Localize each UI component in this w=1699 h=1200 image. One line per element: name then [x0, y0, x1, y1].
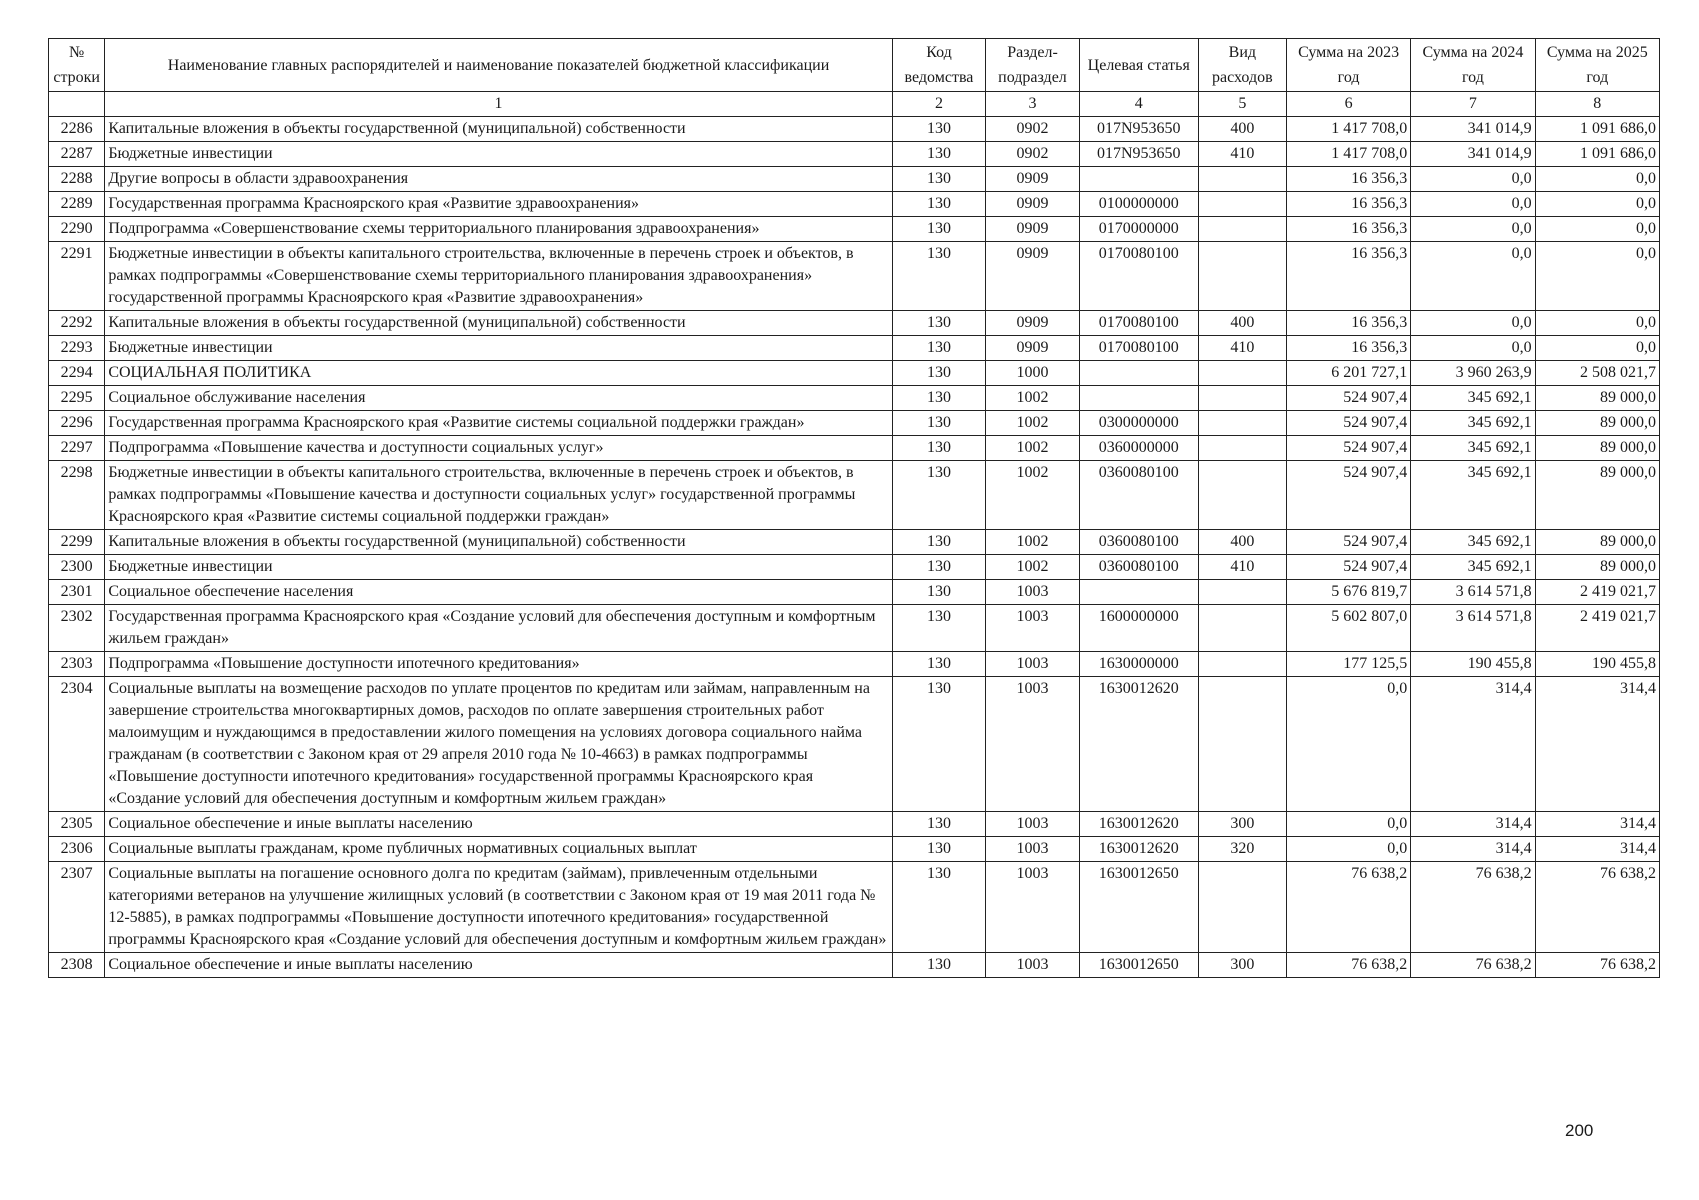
sum-2025-cell: 89 000,0 — [1535, 436, 1659, 461]
name-cell: Капитальные вложения в объекты государственной (муниципальной) собственности — [105, 530, 892, 555]
table-row — [49, 167, 1660, 192]
table-row — [49, 436, 1660, 461]
target-cell — [1079, 361, 1198, 386]
sum-2023-cell: 524 907,4 — [1286, 461, 1410, 530]
sum-2023-cell: 0,0 — [1286, 837, 1410, 862]
target-cell: 0360080100 — [1079, 530, 1198, 555]
row-number-cell: 2300 — [49, 555, 105, 580]
sum-2025-cell: 2 419 021,7 — [1535, 605, 1659, 652]
column-number: 7 — [1411, 92, 1535, 117]
expense-type-cell — [1198, 862, 1286, 953]
budget-page — [48, 38, 1660, 978]
table-row — [49, 862, 1660, 953]
header-sum-2025: Сумма на 2025 год — [1535, 39, 1659, 92]
budget-table — [48, 38, 1660, 978]
table-body — [49, 117, 1660, 978]
sum-2025-cell: 314,4 — [1535, 837, 1659, 862]
row-number-cell: 2290 — [49, 217, 105, 242]
dept-code-cell: 130 — [892, 361, 986, 386]
table-row — [49, 117, 1660, 142]
sum-2024-cell: 314,4 — [1411, 677, 1535, 812]
sum-2023-cell: 524 907,4 — [1286, 386, 1410, 411]
section-cell: 1003 — [986, 837, 1080, 862]
target-cell: 0170080100 — [1079, 311, 1198, 336]
section-cell: 0902 — [986, 117, 1080, 142]
dept-code-cell: 130 — [892, 677, 986, 812]
section-cell: 1003 — [986, 652, 1080, 677]
name-cell: Социальные выплаты на возмещение расходов по уплате процентов по кредитам или займам, направленным на завершение строительства многоквартирных домов, расходов по оплате завершения строительных работ малоимущим и нуждающимся в предоставлении жилого помещения на условиях договора социального найма гражданам (в соответствии с Законом края от 29 апреля 2010 года № 10-4663) в рамках подпрограммы «Повышение доступности ипотечного кредитования» государственной программы Красноярского края «Создание условий для обеспечения доступным и комфортным жильем граждан» — [105, 677, 892, 812]
row-number-cell: 2296 — [49, 411, 105, 436]
target-cell: 1630012620 — [1079, 677, 1198, 812]
expense-type-cell — [1198, 461, 1286, 530]
target-cell: 1630000000 — [1079, 652, 1198, 677]
sum-2024-cell: 314,4 — [1411, 837, 1535, 862]
target-cell: 0170000000 — [1079, 217, 1198, 242]
sum-2023-cell: 76 638,2 — [1286, 862, 1410, 953]
sum-2023-cell: 16 356,3 — [1286, 192, 1410, 217]
expense-type-cell: 320 — [1198, 837, 1286, 862]
target-cell: 0170080100 — [1079, 242, 1198, 311]
row-number-cell: 2308 — [49, 953, 105, 978]
section-cell: 1002 — [986, 461, 1080, 530]
name-cell: Государственная программа Красноярского края «Развитие системы социальной поддержки граждан» — [105, 411, 892, 436]
dept-code-cell: 130 — [892, 411, 986, 436]
section-cell: 1003 — [986, 862, 1080, 953]
name-cell: Государственная программа Красноярского края «Развитие здравоохранения» — [105, 192, 892, 217]
sum-2023-cell: 0,0 — [1286, 812, 1410, 837]
name-cell: Подпрограмма «Повышение доступности ипотечного кредитования» — [105, 652, 892, 677]
expense-type-cell — [1198, 677, 1286, 812]
dept-code-cell: 130 — [892, 142, 986, 167]
target-cell — [1079, 580, 1198, 605]
sum-2024-cell: 0,0 — [1411, 192, 1535, 217]
sum-2024-cell: 0,0 — [1411, 242, 1535, 311]
name-cell: Бюджетные инвестиции — [105, 336, 892, 361]
sum-2024-cell: 345 692,1 — [1411, 436, 1535, 461]
sum-2025-cell: 76 638,2 — [1535, 953, 1659, 978]
sum-2025-cell: 314,4 — [1535, 812, 1659, 837]
target-cell: 1630012650 — [1079, 953, 1198, 978]
sum-2025-cell: 89 000,0 — [1535, 411, 1659, 436]
dept-code-cell: 130 — [892, 862, 986, 953]
table-row — [49, 605, 1660, 652]
sum-2025-cell: 89 000,0 — [1535, 386, 1659, 411]
dept-code-cell: 130 — [892, 436, 986, 461]
expense-type-cell: 400 — [1198, 311, 1286, 336]
expense-type-cell: 300 — [1198, 953, 1286, 978]
sum-2024-cell: 345 692,1 — [1411, 555, 1535, 580]
table-row — [49, 311, 1660, 336]
section-cell: 0902 — [986, 142, 1080, 167]
row-number-cell: 2289 — [49, 192, 105, 217]
section-cell: 1003 — [986, 812, 1080, 837]
sum-2025-cell: 0,0 — [1535, 167, 1659, 192]
target-cell: 0360080100 — [1079, 555, 1198, 580]
sum-2023-cell: 0,0 — [1286, 677, 1410, 812]
dept-code-cell: 130 — [892, 117, 986, 142]
target-cell: 017N953650 — [1079, 117, 1198, 142]
header-dept-code: Код ведомства — [892, 39, 986, 92]
table-row — [49, 953, 1660, 978]
section-cell: 1003 — [986, 580, 1080, 605]
sum-2025-cell: 0,0 — [1535, 192, 1659, 217]
table-header-row — [49, 39, 1660, 92]
table-row — [49, 555, 1660, 580]
sum-2023-cell: 6 201 727,1 — [1286, 361, 1410, 386]
row-number-cell: 2302 — [49, 605, 105, 652]
header-section: Раздел-подраздел — [986, 39, 1080, 92]
table-row — [49, 142, 1660, 167]
dept-code-cell: 130 — [892, 652, 986, 677]
sum-2024-cell: 190 455,8 — [1411, 652, 1535, 677]
section-cell: 1002 — [986, 555, 1080, 580]
row-number-cell: 2292 — [49, 311, 105, 336]
sum-2025-cell: 0,0 — [1535, 336, 1659, 361]
table-row — [49, 336, 1660, 361]
expense-type-cell — [1198, 386, 1286, 411]
section-cell: 0909 — [986, 167, 1080, 192]
row-number-cell: 2306 — [49, 837, 105, 862]
sum-2025-cell: 1 091 686,0 — [1535, 117, 1659, 142]
dept-code-cell: 130 — [892, 242, 986, 311]
sum-2023-cell: 76 638,2 — [1286, 953, 1410, 978]
table-row — [49, 461, 1660, 530]
dept-code-cell: 130 — [892, 217, 986, 242]
expense-type-cell — [1198, 217, 1286, 242]
section-cell: 1003 — [986, 605, 1080, 652]
dept-code-cell: 130 — [892, 837, 986, 862]
table-row — [49, 837, 1660, 862]
name-cell: Социальное обслуживание населения — [105, 386, 892, 411]
section-cell: 1003 — [986, 953, 1080, 978]
sum-2025-cell: 0,0 — [1535, 311, 1659, 336]
page-number: 200 — [1565, 1121, 1594, 1140]
header-sum-2023: Сумма на 2023 год — [1286, 39, 1410, 92]
header-name: Наименование главных распорядителей и наименование показателей бюджетной классификации — [105, 39, 892, 92]
section-cell: 1000 — [986, 361, 1080, 386]
column-number: 4 — [1079, 92, 1198, 117]
sum-2025-cell: 314,4 — [1535, 677, 1659, 812]
sum-2024-cell: 0,0 — [1411, 217, 1535, 242]
sum-2024-cell: 341 014,9 — [1411, 117, 1535, 142]
dept-code-cell: 130 — [892, 336, 986, 361]
sum-2023-cell: 16 356,3 — [1286, 217, 1410, 242]
expense-type-cell — [1198, 361, 1286, 386]
table-row — [49, 677, 1660, 812]
sum-2023-cell: 524 907,4 — [1286, 411, 1410, 436]
target-cell: 1600000000 — [1079, 605, 1198, 652]
dept-code-cell: 130 — [892, 386, 986, 411]
section-cell: 0909 — [986, 242, 1080, 311]
row-number-cell: 2287 — [49, 142, 105, 167]
sum-2024-cell: 0,0 — [1411, 167, 1535, 192]
dept-code-cell: 130 — [892, 812, 986, 837]
sum-2023-cell: 524 907,4 — [1286, 555, 1410, 580]
expense-type-cell — [1198, 605, 1286, 652]
sum-2023-cell: 16 356,3 — [1286, 336, 1410, 361]
expense-type-cell — [1198, 167, 1286, 192]
target-cell: 0170080100 — [1079, 336, 1198, 361]
row-number-cell: 2304 — [49, 677, 105, 812]
name-cell: Подпрограмма «Повышение качества и доступности социальных услуг» — [105, 436, 892, 461]
column-number: 1 — [105, 92, 892, 117]
name-cell: Государственная программа Красноярского края «Создание условий для обеспечения доступным и комфортным жильем граждан» — [105, 605, 892, 652]
name-cell: Капитальные вложения в объекты государственной (муниципальной) собственности — [105, 117, 892, 142]
header-target: Целевая статья — [1079, 39, 1198, 92]
sum-2024-cell: 345 692,1 — [1411, 461, 1535, 530]
sum-2023-cell: 5 676 819,7 — [1286, 580, 1410, 605]
table-row — [49, 652, 1660, 677]
table-row — [49, 530, 1660, 555]
column-number: 5 — [1198, 92, 1286, 117]
section-cell: 1002 — [986, 436, 1080, 461]
row-number-cell: 2288 — [49, 167, 105, 192]
header-row-number: № строки — [49, 39, 105, 92]
target-cell: 1630012650 — [1079, 862, 1198, 953]
sum-2024-cell: 341 014,9 — [1411, 142, 1535, 167]
table-row — [49, 580, 1660, 605]
column-number: 8 — [1535, 92, 1659, 117]
table-row — [49, 192, 1660, 217]
name-cell: СОЦИАЛЬНАЯ ПОЛИТИКА — [105, 361, 892, 386]
sum-2023-cell: 16 356,3 — [1286, 311, 1410, 336]
table-row — [49, 361, 1660, 386]
row-number-cell: 2286 — [49, 117, 105, 142]
target-cell: 0360080100 — [1079, 461, 1198, 530]
name-cell: Бюджетные инвестиции в объекты капитального строительства, включенные в перечень строек и объектов, в рамках подпрограммы «Повышение качества и доступности социальных услуг» государственной программы Красноярского края «Развитие системы социальной поддержки граждан» — [105, 461, 892, 530]
sum-2024-cell: 3 960 263,9 — [1411, 361, 1535, 386]
name-cell: Социальные выплаты на погашение основного долга по кредитам (займам), привлеченным отдельными категориями ветеранов на улучшение жилищных условий (в соответствии с Законом края от 19 мая 2011 года № 12-5885), в рамках подпрограммы «Повышение доступности ипотечного кредитования» государственной программы Красноярского края «Создание условий для обеспечения доступным и комфортным жильем граждан» — [105, 862, 892, 953]
sum-2024-cell: 345 692,1 — [1411, 530, 1535, 555]
name-cell: Социальные выплаты гражданам, кроме публичных нормативных социальных выплат — [105, 837, 892, 862]
column-numbers-row — [49, 92, 1660, 117]
expense-type-cell — [1198, 192, 1286, 217]
expense-type-cell — [1198, 411, 1286, 436]
name-cell: Социальное обеспечение и иные выплаты населению — [105, 953, 892, 978]
expense-type-cell — [1198, 652, 1286, 677]
name-cell: Социальное обеспечение населения — [105, 580, 892, 605]
sum-2025-cell: 89 000,0 — [1535, 530, 1659, 555]
sum-2025-cell: 0,0 — [1535, 217, 1659, 242]
section-cell: 0909 — [986, 192, 1080, 217]
sum-2025-cell: 0,0 — [1535, 242, 1659, 311]
expense-type-cell: 410 — [1198, 142, 1286, 167]
table-row — [49, 386, 1660, 411]
target-cell: 017N953650 — [1079, 142, 1198, 167]
expense-type-cell: 400 — [1198, 530, 1286, 555]
sum-2024-cell: 345 692,1 — [1411, 411, 1535, 436]
target-cell: 0360000000 — [1079, 436, 1198, 461]
target-cell — [1079, 386, 1198, 411]
row-number-cell: 2307 — [49, 862, 105, 953]
sum-2023-cell: 1 417 708,0 — [1286, 117, 1410, 142]
name-cell: Капитальные вложения в объекты государственной (муниципальной) собственности — [105, 311, 892, 336]
name-cell: Социальное обеспечение и иные выплаты населению — [105, 812, 892, 837]
sum-2024-cell: 314,4 — [1411, 812, 1535, 837]
sum-2023-cell: 524 907,4 — [1286, 436, 1410, 461]
sum-2023-cell: 16 356,3 — [1286, 242, 1410, 311]
row-number-cell: 2305 — [49, 812, 105, 837]
sum-2025-cell: 76 638,2 — [1535, 862, 1659, 953]
table-row — [49, 812, 1660, 837]
row-number-cell: 2293 — [49, 336, 105, 361]
sum-2024-cell: 76 638,2 — [1411, 862, 1535, 953]
section-cell: 0909 — [986, 336, 1080, 361]
table-row — [49, 242, 1660, 311]
sum-2023-cell: 5 602 807,0 — [1286, 605, 1410, 652]
sum-2025-cell: 2 508 021,7 — [1535, 361, 1659, 386]
dept-code-cell: 130 — [892, 555, 986, 580]
table-row — [49, 411, 1660, 436]
dept-code-cell: 130 — [892, 580, 986, 605]
section-cell: 0909 — [986, 217, 1080, 242]
expense-type-cell: 300 — [1198, 812, 1286, 837]
expense-type-cell — [1198, 580, 1286, 605]
name-cell: Бюджетные инвестиции — [105, 555, 892, 580]
section-cell: 1002 — [986, 530, 1080, 555]
column-number: 3 — [986, 92, 1080, 117]
header-expense-type: Вид расходов — [1198, 39, 1286, 92]
target-cell: 0100000000 — [1079, 192, 1198, 217]
sum-2024-cell: 3 614 571,8 — [1411, 580, 1535, 605]
section-cell: 1003 — [986, 677, 1080, 812]
expense-type-cell — [1198, 436, 1286, 461]
row-number-cell: 2299 — [49, 530, 105, 555]
dept-code-cell: 130 — [892, 953, 986, 978]
table-row — [49, 217, 1660, 242]
name-cell: Другие вопросы в области здравоохранения — [105, 167, 892, 192]
row-number-cell: 2294 — [49, 361, 105, 386]
target-cell: 0300000000 — [1079, 411, 1198, 436]
section-cell: 1002 — [986, 386, 1080, 411]
sum-2024-cell: 0,0 — [1411, 311, 1535, 336]
expense-type-cell: 410 — [1198, 555, 1286, 580]
column-number: 2 — [892, 92, 986, 117]
row-number-cell: 2291 — [49, 242, 105, 311]
sum-2023-cell: 16 356,3 — [1286, 167, 1410, 192]
dept-code-cell: 130 — [892, 605, 986, 652]
row-number-cell: 2301 — [49, 580, 105, 605]
sum-2024-cell: 76 638,2 — [1411, 953, 1535, 978]
sum-2024-cell: 3 614 571,8 — [1411, 605, 1535, 652]
dept-code-cell: 130 — [892, 167, 986, 192]
name-cell: Бюджетные инвестиции — [105, 142, 892, 167]
row-number-cell: 2297 — [49, 436, 105, 461]
row-number-cell: 2295 — [49, 386, 105, 411]
target-cell — [1079, 167, 1198, 192]
sum-2024-cell: 345 692,1 — [1411, 386, 1535, 411]
dept-code-cell: 130 — [892, 530, 986, 555]
expense-type-cell — [1198, 242, 1286, 311]
header-sum-2024: Сумма на 2024 год — [1411, 39, 1535, 92]
sum-2025-cell: 89 000,0 — [1535, 555, 1659, 580]
expense-type-cell: 400 — [1198, 117, 1286, 142]
sum-2024-cell: 0,0 — [1411, 336, 1535, 361]
row-number-cell: 2298 — [49, 461, 105, 530]
section-cell: 0909 — [986, 311, 1080, 336]
section-cell: 1002 — [986, 411, 1080, 436]
sum-2025-cell: 2 419 021,7 — [1535, 580, 1659, 605]
target-cell: 1630012620 — [1079, 837, 1198, 862]
expense-type-cell: 410 — [1198, 336, 1286, 361]
sum-2023-cell: 1 417 708,0 — [1286, 142, 1410, 167]
row-number-cell: 2303 — [49, 652, 105, 677]
sum-2025-cell: 89 000,0 — [1535, 461, 1659, 530]
dept-code-cell: 130 — [892, 192, 986, 217]
sum-2023-cell: 524 907,4 — [1286, 530, 1410, 555]
sum-2025-cell: 190 455,8 — [1535, 652, 1659, 677]
column-number — [49, 92, 105, 117]
sum-2023-cell: 177 125,5 — [1286, 652, 1410, 677]
dept-code-cell: 130 — [892, 311, 986, 336]
target-cell: 1630012620 — [1079, 812, 1198, 837]
name-cell: Подпрограмма «Совершенствование схемы территориального планирования здравоохранения» — [105, 217, 892, 242]
dept-code-cell: 130 — [892, 461, 986, 530]
name-cell: Бюджетные инвестиции в объекты капитального строительства, включенные в перечень строек и объектов, в рамках подпрограммы «Совершенствование схемы территориального планирования здравоохранения» государственной программы Красноярского края «Развитие здравоохранения» — [105, 242, 892, 311]
sum-2025-cell: 1 091 686,0 — [1535, 142, 1659, 167]
column-number: 6 — [1286, 92, 1410, 117]
